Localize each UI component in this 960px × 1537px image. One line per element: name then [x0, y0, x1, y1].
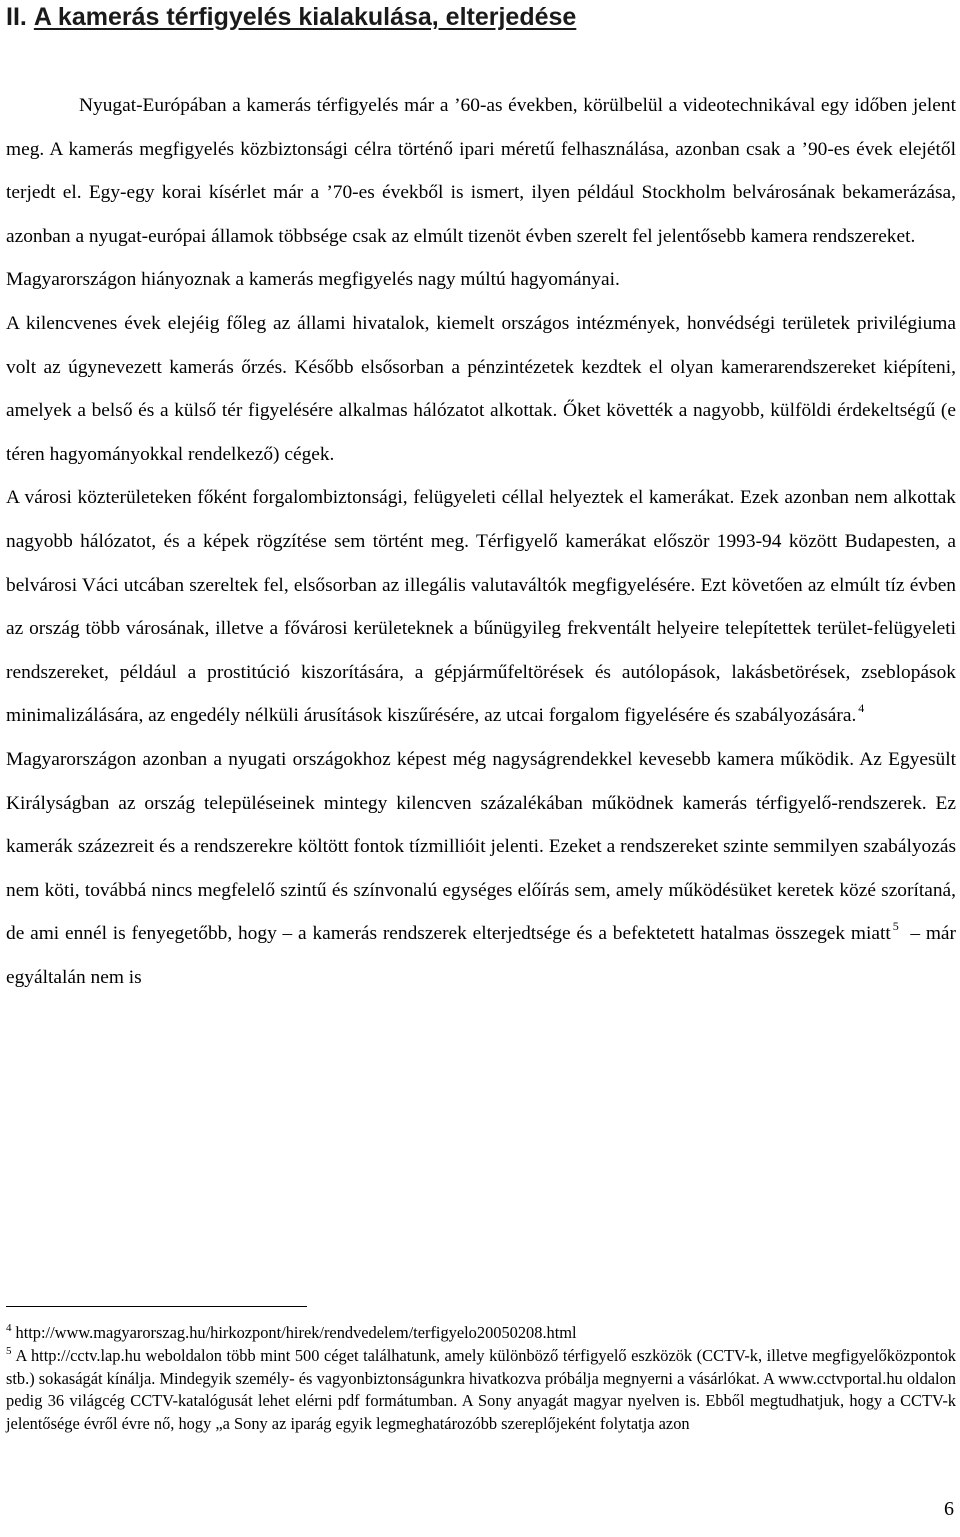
footnote-4	[6, 1322, 956, 1345]
paragraph-5-text-a: Magyarországon azonban a nyugati országokhoz képest még nagyságrendekkel kevesebb kamera működik. Az Egyesült Királyságban az ország településeinek mintegy kilencven százalékában működnek kamerás térfigyelő-rendszerek. Ez kamerák százezreit és a rendszerekre költött fontok tízmillióit jelenti. Ezeket a rendszereket szinte semmilyen szabályozás nem köti, továbbá nincs megfelelő szintű és színvonalú egységes előírás sem, amely működésüket keretek közé szorítaná, de ami ennél is fenyegetőbb, hogy – a kamerás rendszerek elterjedtsége és a befektetett hatalmas összegek miatt	[6, 748, 956, 945]
footnote-5-marker: 5	[6, 1344, 12, 1357]
paragraph-1: Nyugat-Európában a kamerás térfigyelés már a ’60-as években, körülbelül a videotechnikával egy időben jelent meg. A kamerás megfigyelés közbiztonsági célra történő ipari méretű felhasználása, azonban csak a ’90-es évek elejétől terjedt el. Egy-egy korai kísérlet már a ’70-es évekből is ismert, ilyen például Stockholm belvárosának bekamerázása, azonban a nyugat-európai államok többsége csak az elmúlt tizenöt évben szerelt fel jelentősebb kamera rendszereket.	[6, 95, 956, 247]
chapter-heading	[6, 0, 576, 34]
paragraph-4	[6, 476, 956, 738]
footnote-4-marker: 4	[6, 1322, 12, 1334]
footnote-ref-5[interactable]: 5	[892, 919, 899, 934]
body-text	[6, 84, 956, 999]
paragraph-4-text: A városi közterületeken főként forgalombiztonsági, felügyeleti céllal helyeztek el kamerákat. Ezek azonban nem alkottak nagyobb hálózatot, és a képek rögzítése sem történt meg. Térfigyelő kamerákat először 1993-94 között Budapesten, a belvárosi Váci utcában szereltek fel, elsősorban az illegális valutaváltók megfigyelésére. Ezt követően az elmúlt tíz évben az ország több városának, illetve a fővárosi kerületeknek a bűnügyileg frekventált helyeire telepítettek terület-felügyeleti rendszereket, például a prostitúció kiszorítására, a gépjárműfeltörések és autólopások, lakásbetörések, zseblopások minimalizálására, az engedély nélküli árusítások kiszűrésére, az utcai forgalom figyelésére és szabályozására.	[6, 487, 956, 727]
paragraph-5	[6, 738, 956, 1000]
page-number: 6	[944, 1498, 954, 1520]
chapter-title: A kamerás térfigyelés kialakulása, elterjedése	[33, 3, 577, 31]
footnote-5-text: A http://cctv.lap.hu weboldalon több mint 500 céget találhatunk, amely különböző térfigyelő eszközök (CCTV-k, illetve megfigyelőközpontok stb.) sokaságát kínálja. Mindegyik személy- és vagyonbiztonságunkra hivatkozva próbálja megnyerni a vásárlókat. A www.cctvportal.hu oldalon pedig 36 világcég CCTV-katalógusát lehet elérni pdf formátumban. A Sony anyagát magyar nyelven is. Ebből megtudhatjuk, hogy a CCTV-k jelentősége évről évre nő, hogy „a Sony az iparág egyik legmeghatározóbb szereplőjeként folytatja azon	[6, 1345, 956, 1434]
footnotes	[6, 1322, 956, 1436]
paragraph-2: Magyarországon hiányoznak a kamerás megfigyelés nagy múltú hagyományai.	[6, 269, 620, 291]
footnote-ref-4[interactable]: 4	[858, 701, 865, 716]
paragraph-3: A kilencvenes évek elejéig főleg az állami hivatalok, kiemelt országos intézmények, honvédségi területek privilégiuma volt az úgynevezett kamerás őrzés. Később elsősorban a pénzintézetek kezdtek el olyan kamerarendszereket kiépíteni, amelyek a belső és a külső tér figyelésére alkalmas hálózatot alkottak. Őket követték a nagyobb, külföldi érdekeltségű (e téren hagyományokkal rendelkező) cégek.	[6, 312, 956, 465]
paragraph-5-text-b: – már egyáltalán nem is	[6, 923, 956, 988]
footnote-4-link[interactable]: http://www.magyarorszag.hu/hirkozpont/hirek/rendvedelem/terfigyelo20050208.html	[15, 1323, 577, 1342]
chapter-number: II.	[6, 3, 27, 31]
footnote-5	[6, 1345, 956, 1436]
footnote-separator	[6, 1306, 307, 1307]
